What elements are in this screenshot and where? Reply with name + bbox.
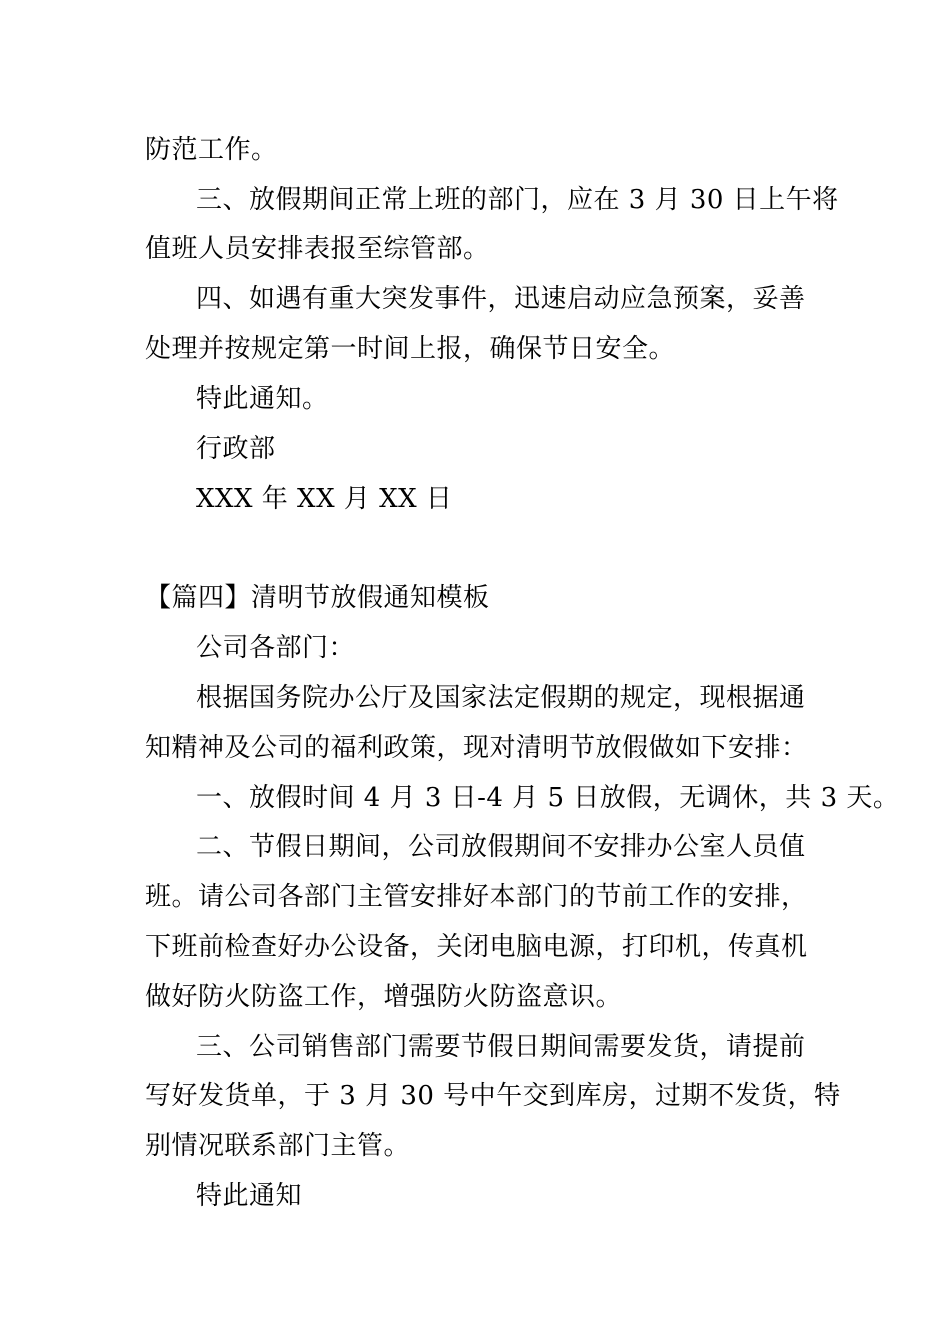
text-line: 根据国务院办公厅及国家法定假期的规定，现根据通 [196, 683, 806, 713]
text-line: 防范工作。 [145, 135, 278, 165]
text-line: 二、节假日期间，公司放假期间不安排办公室人员值 [196, 832, 806, 862]
closing-line: 特此通知 [196, 1181, 303, 1211]
text-line: 别情况联系部门主管。 [145, 1131, 411, 1161]
text-line: 一、放假时间 4 月 3 日-4 月 5 日放假，无调休，共 3 天。 [196, 783, 900, 813]
signature-date: XXX 年 XX 月 XX 日 [196, 484, 453, 514]
section-title: 【篇四】清明节放假通知模板 [145, 583, 490, 613]
closing-line: 特此通知。 [196, 384, 329, 414]
text-line: 处理并按规定第一时间上报，确保节日安全。 [145, 334, 676, 364]
text-line: 值班人员安排表报至综管部。 [145, 234, 490, 264]
text-line: 三、公司销售部门需要节假日期间需要发货，请提前 [196, 1032, 806, 1062]
text-line: 下班前检查好办公设备，关闭电脑电源，打印机，传真机 [145, 932, 808, 962]
text-line: 知精神及公司的福利政策，现对清明节放假做如下安排： [145, 733, 808, 763]
text-line: 四、如遇有重大突发事件，迅速启动应急预案，妥善 [196, 284, 806, 314]
text-line: 做好防火防盗工作，增强防火防盗意识。 [145, 982, 623, 1012]
salutation: 公司各部门： [196, 633, 356, 663]
signature-department: 行政部 [196, 434, 276, 464]
text-line: 三、放假期间正常上班的部门，应在 3 月 30 日上午将 [196, 185, 839, 215]
text-line: 班。请公司各部门主管安排好本部门的节前工作的安排， [145, 882, 808, 912]
text-line: 写好发货单，于 3 月 30 号中午交到库房，过期不发货，特 [145, 1081, 841, 1111]
